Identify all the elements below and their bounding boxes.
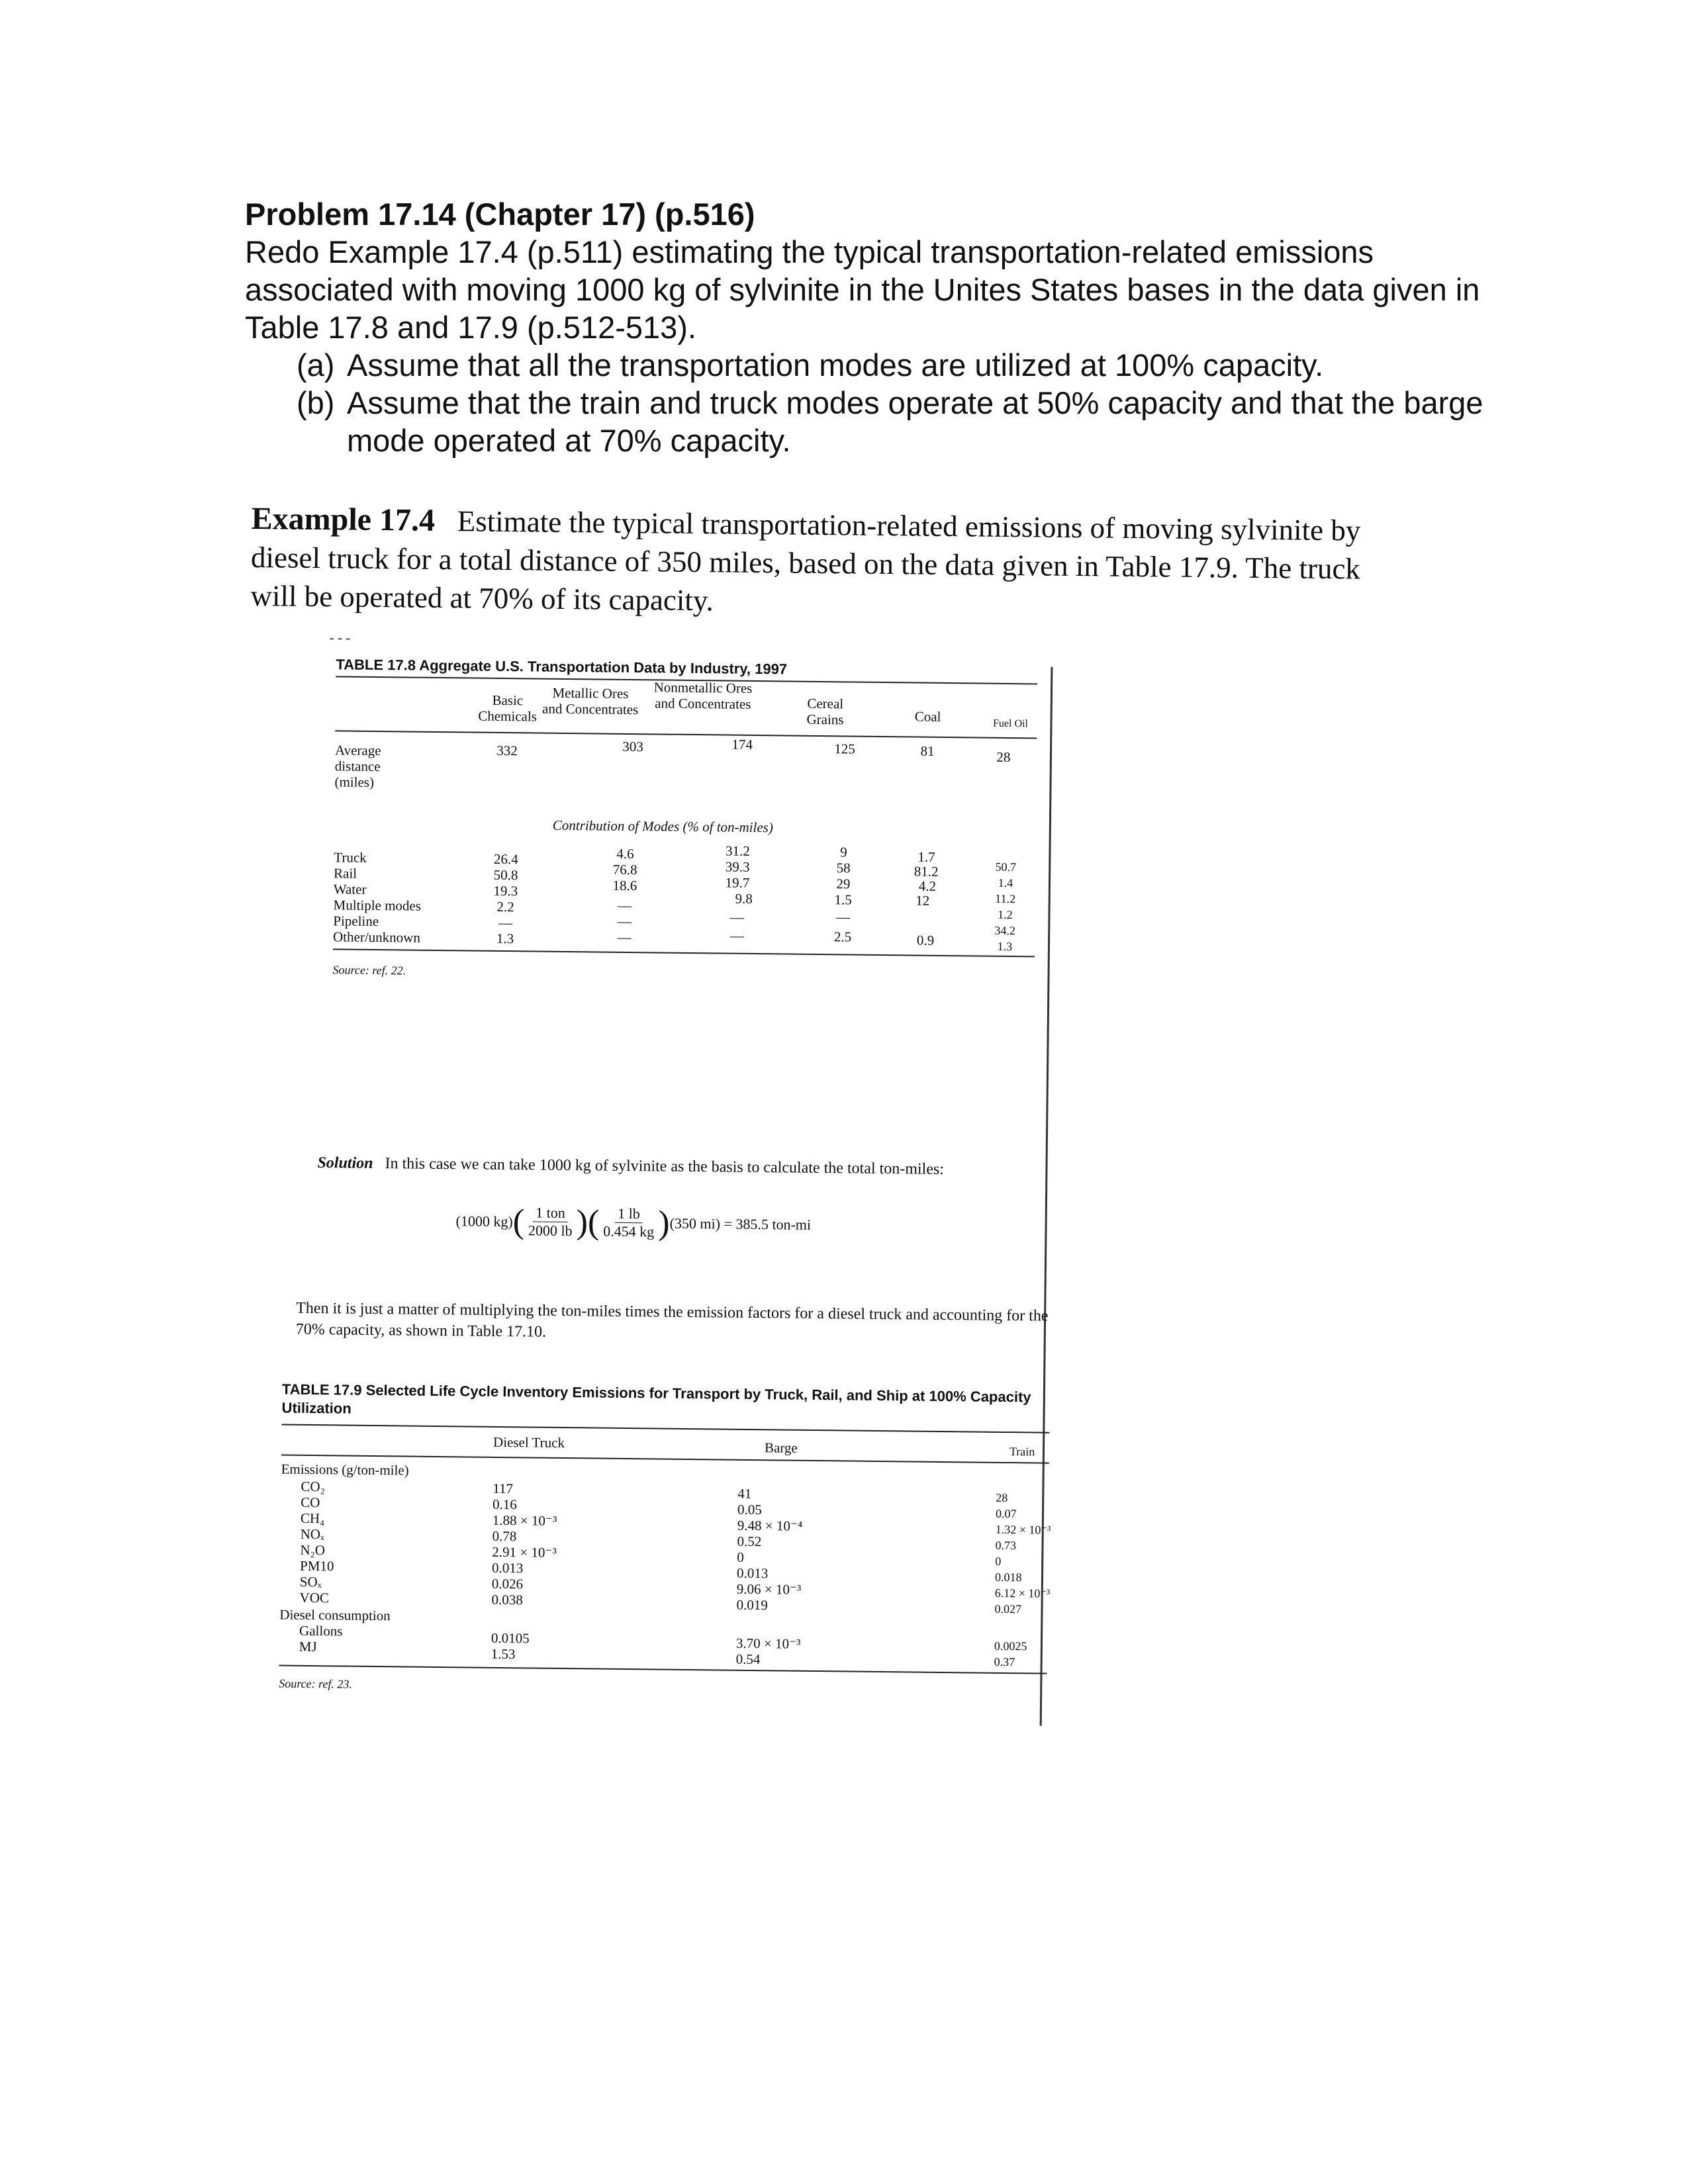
- table-caption: TABLE 17.9 Selected Life Cycle Inventory Emissions for Transport by Truck, Rail, and Ship at 100% Capacity Utilization: [281, 1381, 1031, 1417]
- column-header: Nonmetallic Ores and Concentrates: [653, 679, 753, 712]
- table-cell: 2.2: [496, 898, 514, 915]
- table-cell: 0.019: [736, 1596, 768, 1614]
- table-cell: 0.78: [492, 1527, 517, 1545]
- row-label: Gallons: [299, 1622, 343, 1639]
- column-header: Metallic Ores and Concentrates: [541, 684, 639, 718]
- solution-label: Solution: [317, 1154, 373, 1172]
- example-text: Estimate the typical transportation-related emissions of moving sylvinite by diesel truck for a total distance of 350 miles, based on the data given in Table 17.9. The truck will be operated at 70% of its capacity.: [250, 504, 1361, 617]
- column-header: Fuel Oil: [992, 717, 1029, 730]
- column-header: Cereal Grains: [806, 695, 844, 728]
- table-cell: 3.70 × 10⁻³: [735, 1635, 801, 1652]
- problem-title: Problem 17.14 (Chapter 17) (p.516): [245, 197, 755, 232]
- table-cell: 81: [920, 743, 935, 759]
- row-label: Truck: [334, 849, 367, 866]
- problem-body: Redo Example 17.4 (p.511) estimating the typical transportation-related emissions associated with moving 1000 kg of sylvinite in the Unites States bases in the data given in Table 17.8 and 17.9 (p.512-513).: [245, 234, 1480, 345]
- table-cell: 12: [915, 892, 930, 909]
- table-cell: 81.2: [914, 863, 939, 880]
- part-text: Assume that the train and truck modes operate at 50% capacity and that the barge mode operated at 70% capacity.: [347, 385, 1483, 458]
- table-rule: [279, 1665, 1047, 1674]
- table-cell: 303: [622, 738, 643, 755]
- fraction-numerator: 1 lb: [615, 1205, 643, 1223]
- table-cell: 76.8: [612, 861, 637, 878]
- row-label: PM10: [300, 1557, 334, 1574]
- table-cell: 0: [995, 1554, 1002, 1568]
- fraction-numerator: 1 ton: [533, 1205, 568, 1223]
- page-edge-line: [1040, 667, 1053, 1726]
- table-cell: 9.8: [735, 890, 753, 907]
- row-label: CO₂: [301, 1478, 326, 1495]
- textbook-scan: [237, 500, 1377, 1901]
- row-label: Other/unknown: [332, 929, 421, 946]
- table-cell: 11.2: [995, 891, 1016, 906]
- column-header: Diesel Truck: [492, 1433, 565, 1451]
- equation-mass: (1000 kg): [455, 1212, 513, 1230]
- example-17-4: [250, 500, 1377, 627]
- table-cell: 50.8: [493, 866, 518, 884]
- table-cell: 1.2: [998, 907, 1013, 922]
- table-cell: —: [617, 897, 632, 914]
- part-label: (a): [297, 347, 335, 383]
- table-cell: 26.4: [493, 850, 518, 868]
- solution-text: In this case we can take 1000 kg of sylvinite as the basis to calculate the total ton-miles:: [385, 1155, 945, 1179]
- table-cell: —: [729, 909, 745, 925]
- table-cell: 9.48 × 10⁻⁴: [737, 1517, 803, 1534]
- group-label: Emissions (g/ton-mile): [281, 1461, 409, 1479]
- table-cell: 58: [836, 860, 851, 876]
- group-label: Diesel consumption: [279, 1606, 391, 1624]
- table-17-9: [279, 1381, 1051, 1691]
- table-cell: 0.54: [735, 1651, 761, 1668]
- table-cell: —: [835, 909, 851, 925]
- part-label: (b): [297, 385, 335, 420]
- table-cell: 50.7: [995, 860, 1017, 874]
- ton-mile-equation: (1000 kg) ( $\frac{\text{1 ton}}{2000 lb}$ )( $\frac{1 lb}{0.454 kg}$ ) (350 mi) = 385.5 ton-mi: [455, 1202, 812, 1242]
- table-cell: 0.9: [916, 932, 935, 948]
- row-label: Pipeline: [333, 913, 379, 930]
- row-label: Water: [333, 881, 367, 897]
- table-cell: 2.5: [833, 929, 852, 945]
- equation-result: (350 mi) = 385.5 ton-mi: [669, 1214, 812, 1233]
- table-subheader: Contribution of Modes (% of ton-miles): [552, 817, 774, 836]
- example-number: Example 17.4: [251, 500, 436, 538]
- row-label: Multiple modes: [333, 897, 422, 914]
- table-cell: 0.05: [737, 1501, 762, 1518]
- table-cell: 0.52: [737, 1533, 762, 1550]
- table-cell: —: [729, 927, 744, 944]
- table-cell: 31.2: [725, 842, 750, 859]
- table-cell: 41: [737, 1485, 752, 1502]
- table-cell: —: [617, 929, 632, 946]
- table-cell: 0.0025: [994, 1639, 1027, 1653]
- table-cell: 0.37: [994, 1655, 1015, 1669]
- table-cell: 0.16: [492, 1496, 517, 1513]
- table-cell: 0.013: [736, 1565, 769, 1582]
- table-cell: —: [498, 914, 512, 931]
- solution-followup: Then it is just a matter of multiplying the ton-miles times the emission factors for a diesel truck and accounting for the 70% capacity, as shown in Table 17.10.: [295, 1299, 1049, 1341]
- table-cell: —: [617, 913, 632, 930]
- row-label: SOₓ: [299, 1573, 322, 1590]
- table-cell: 39.3: [725, 858, 750, 875]
- table-cell: 117: [492, 1480, 514, 1497]
- table-cell: 0.018: [994, 1570, 1022, 1584]
- table-cell: 1.5: [834, 891, 852, 908]
- column-header: Basic Chemicals: [478, 692, 538, 725]
- fraction-denominator: 0.454 kg: [603, 1222, 655, 1240]
- table-cell: 9.06 × 10⁻³: [736, 1580, 802, 1598]
- table-cell: 332: [496, 742, 518, 759]
- fraction-ton-per-lb: [526, 1204, 575, 1240]
- table-cell: 0: [737, 1549, 744, 1565]
- table-cell: 1.88 × 10⁻³: [492, 1512, 557, 1529]
- row-label: Average distance (miles): [334, 742, 381, 790]
- problem-parts: [245, 346, 1503, 459]
- table-cell: 1.32 × 10⁻³: [995, 1522, 1051, 1537]
- row-label: Rail: [333, 865, 357, 882]
- table-cell: 1.3: [496, 930, 514, 947]
- table-source: Source: ref. 22.: [332, 963, 406, 978]
- solution-paragraph: [317, 1152, 1052, 1181]
- table-cell: 19.7: [725, 874, 750, 891]
- table-cell: 29: [836, 876, 851, 892]
- table-cell: 0.026: [491, 1575, 524, 1592]
- table-rule: [333, 948, 1035, 957]
- table-cell: 2.91 × 10⁻³: [492, 1543, 557, 1561]
- table-cell: 174: [731, 736, 753, 752]
- table-cell: 9: [840, 844, 847, 860]
- table-cell: 18.6: [612, 877, 637, 894]
- table-cell: 4.2: [918, 878, 937, 894]
- table-caption: TABLE 17.8 Aggregate U.S. Transportation Data by Industry, 1997: [336, 656, 788, 678]
- table-cell: 28: [996, 749, 1011, 766]
- table-cell: 19.3: [493, 882, 518, 899]
- row-label: MJ: [299, 1638, 317, 1655]
- row-label: N₂O: [300, 1541, 326, 1559]
- table-cell: 28: [996, 1490, 1008, 1505]
- column-header: Train: [1009, 1445, 1035, 1459]
- table-cell: 0.07: [995, 1506, 1017, 1521]
- problem-statement: [245, 195, 1503, 459]
- part-text: Assume that all the transportation modes are utilized at 100% capacity.: [347, 347, 1324, 383]
- fraction-denominator: 2000 lb: [528, 1222, 573, 1240]
- table-cell: 125: [834, 741, 855, 757]
- problem-part-a: [297, 346, 1503, 384]
- row-label: CH₄: [300, 1510, 325, 1527]
- table-cell: 1.53: [491, 1645, 516, 1662]
- table-rule: [281, 1424, 1049, 1433]
- table-cell: 0.0105: [491, 1629, 530, 1647]
- table-cell: 6.12 × 10⁻³: [994, 1586, 1051, 1600]
- table-cell: 0.027: [994, 1602, 1022, 1616]
- row-label: NOₓ: [300, 1525, 325, 1543]
- table-source: Source: ref. 23.: [279, 1676, 353, 1691]
- table-cell: 4.6: [616, 845, 634, 862]
- row-label: CO: [301, 1494, 320, 1511]
- table-cell: 0.73: [995, 1538, 1017, 1553]
- table-cell: 34.2: [994, 923, 1016, 938]
- table-cell: 1.7: [917, 848, 935, 865]
- problem-part-b: [297, 384, 1503, 459]
- table-cell: 1.3: [997, 939, 1013, 954]
- table-cell: 1.4: [998, 876, 1013, 890]
- column-header: Coal: [914, 708, 941, 725]
- column-header: Barge: [764, 1439, 798, 1456]
- table-rule: [335, 730, 1037, 739]
- table-cell: 0.013: [491, 1559, 524, 1576]
- fraction-lb-per-kg: [600, 1205, 657, 1241]
- table-17-8: [329, 629, 1038, 978]
- row-label: VOC: [299, 1589, 330, 1606]
- section-dashes: - - -: [329, 629, 351, 646]
- table-cell: 0.038: [491, 1591, 523, 1608]
